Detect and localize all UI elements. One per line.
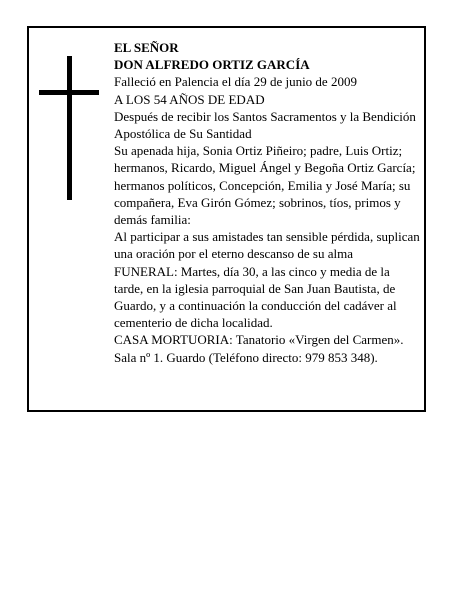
sacraments-text: Después de recibir los Santos Sacramentos y la Bendición Apostólica de Su Santidad — [114, 108, 416, 142]
age-at-death: A LOS 54 AÑOS DE EDAD — [114, 91, 265, 107]
family-list: Su apenada hija, Sonia Ortiz Piñeiro; padre, Luis Ortiz; hermanos, Ricardo, Miguel Ángel y Begoña Ortiz García; hermanos políticos, Concepción, Emilia y José María; su compañera, Eva Girón Gómez; sobrinos, tíos, primos y demás familia: — [114, 143, 416, 228]
deceased-name: DON ALFREDO ORTIZ GARCÍA — [114, 57, 310, 73]
cross-vertical-bar — [67, 56, 72, 200]
obituary-text — [114, 39, 420, 366]
obituary-notice — [27, 26, 426, 412]
death-info: Falleció en Palencia el día 29 de junio de 2009 — [114, 74, 357, 90]
funeral-home-details: CASA MORTUORIA: Tanatorio «Virgen del Carmen». Sala nº 1. Guardo (Teléfono directo: 979 853 348). — [114, 332, 404, 365]
notice-title: EL SEÑOR — [114, 40, 179, 55]
prayer-request: Al participar a sus amistades tan sensible pérdida, suplican una oración por el eterno descanso de su alma — [114, 229, 420, 262]
cross-horizontal-bar — [39, 90, 99, 95]
cross-icon — [39, 56, 99, 200]
funeral-details: FUNERAL: Martes, día 30, a las cinco y media de la tarde, en la iglesia parroquial de San Juan Bautista, de Guardo, y a continuación la conducción del cadáver al cementerio de dicha localidad. — [114, 263, 397, 331]
